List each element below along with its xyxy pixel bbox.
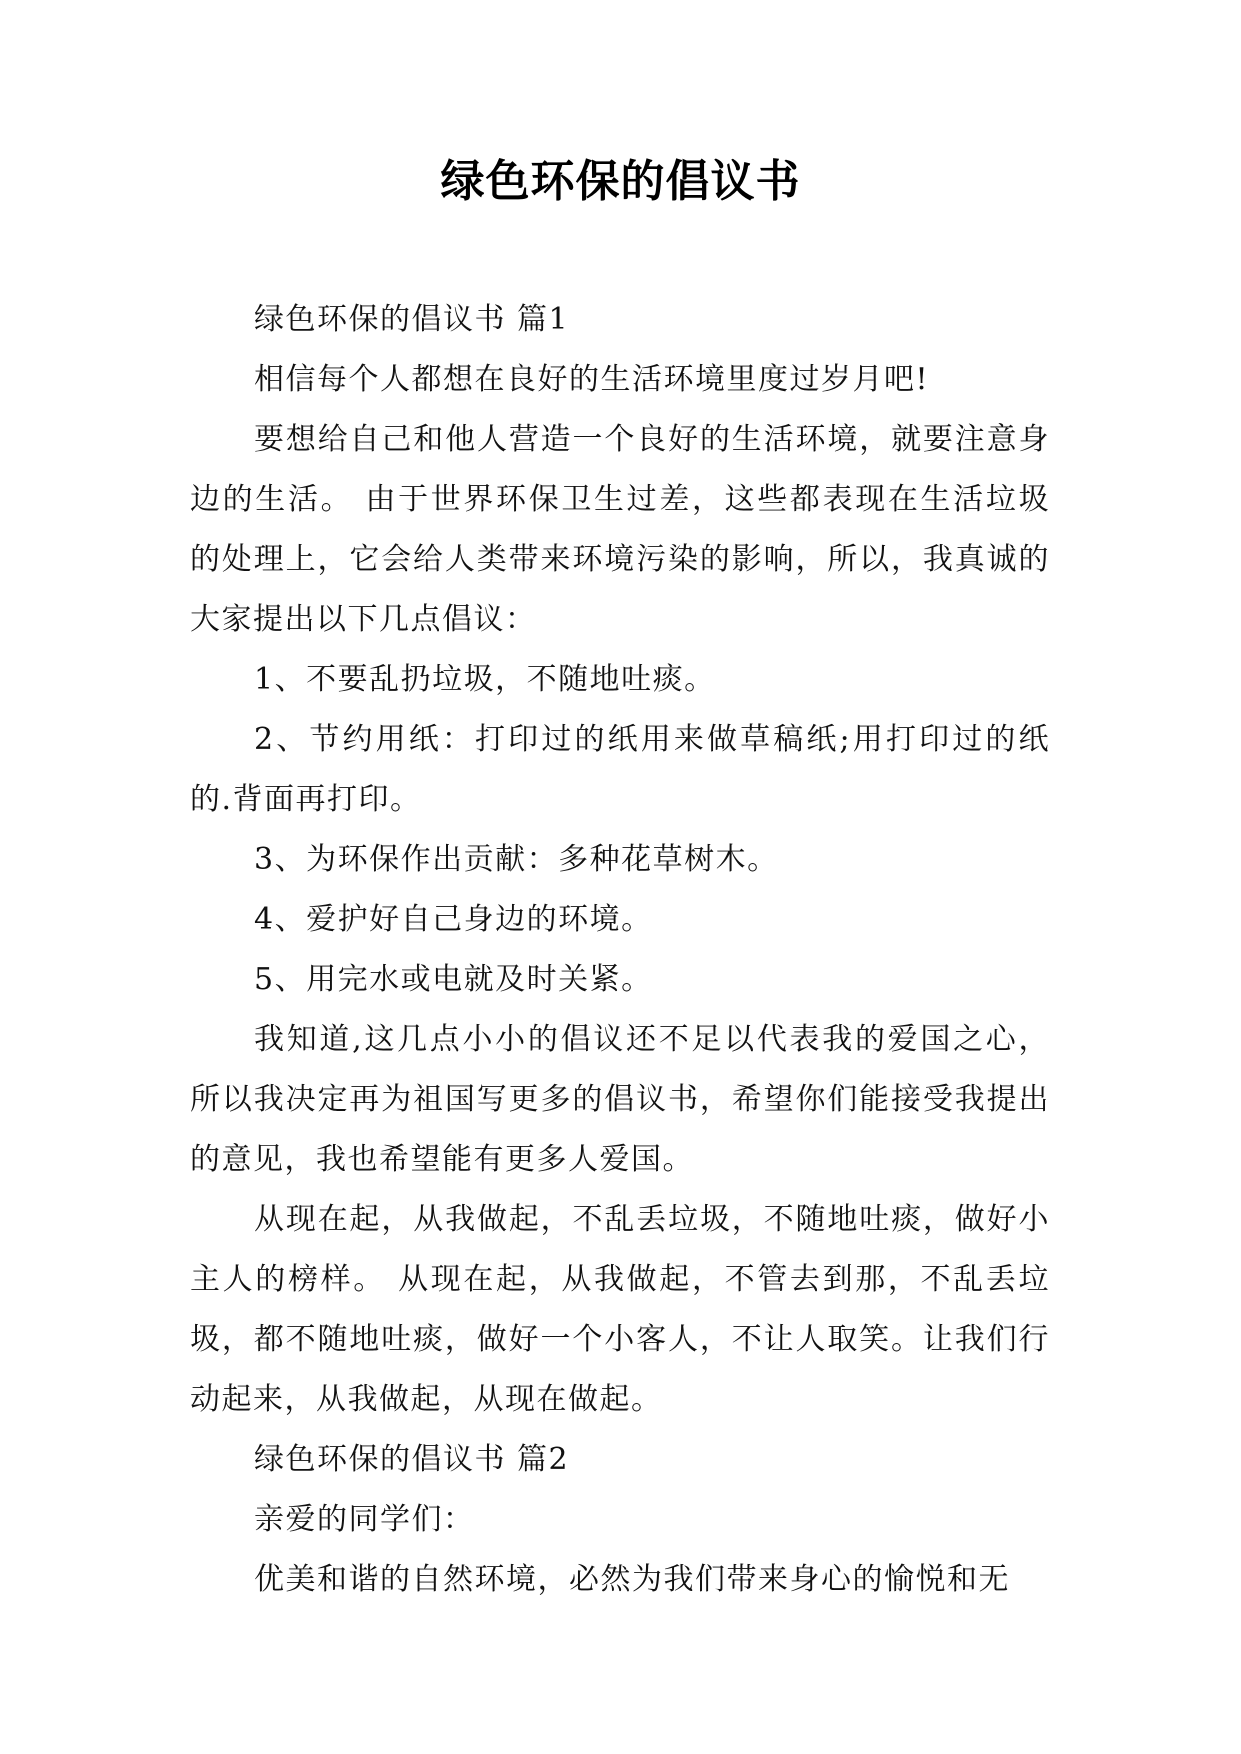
list-item: 5、用完水或电就及时关紧。 (254, 962, 653, 997)
list-item: 1、不要乱扔垃圾，不随地吐痰。 (254, 662, 716, 697)
section-heading-2: 绿色环保的倡议书 篇2 (254, 1442, 570, 1477)
list-item: 4、爱护好自己身边的环境。 (254, 902, 653, 937)
list-item: 2、节约用纸：打印过的纸用来做草稿纸;用打印过的纸的.背面再打印。 (190, 722, 1050, 817)
paragraph: 我知道,这几点小小的倡议还不足以代表我的爱国之心，所以我决定再为祖国写更多的倡议书，希望你们能接受我提出的意见，我也希望能有更多人爱国。 (190, 1022, 1050, 1177)
list-item: 3、为环保作出贡献：多种花草树木。 (254, 842, 779, 877)
paragraph: 要想给自己和他人营造一个良好的生活环境，就要注意身边的生活。 由于世界环保卫生过差，这些都表现在生活垃圾的处理上，它会给人类带来环境污染的影响，所以，我真诚的大家提出以下几点倡议： (190, 422, 1050, 637)
paragraph: 相信每个人都想在良好的生活环境里度过岁月吧! (254, 362, 930, 397)
document-title: 绿色环保的倡议书 (440, 156, 801, 207)
paragraph: 优美和谐的自然环境，必然为我们带来身心的愉悦和无 (254, 1562, 1010, 1597)
salutation: 亲爱的同学们： (254, 1502, 475, 1537)
document-body (190, 290, 1050, 1610)
section-heading-1: 绿色环保的倡议书 篇1 (254, 302, 570, 337)
paragraph: 从现在起，从我做起，不乱丢垃圾，不随地吐痰，做好小主人的榜样。 从现在起，从我做起，不管去到那，不乱丢垃圾，都不随地吐痰，做好一个小客人，不让人取笑。让我们行动起来，从我做起，从现在做起。 (190, 1202, 1050, 1417)
